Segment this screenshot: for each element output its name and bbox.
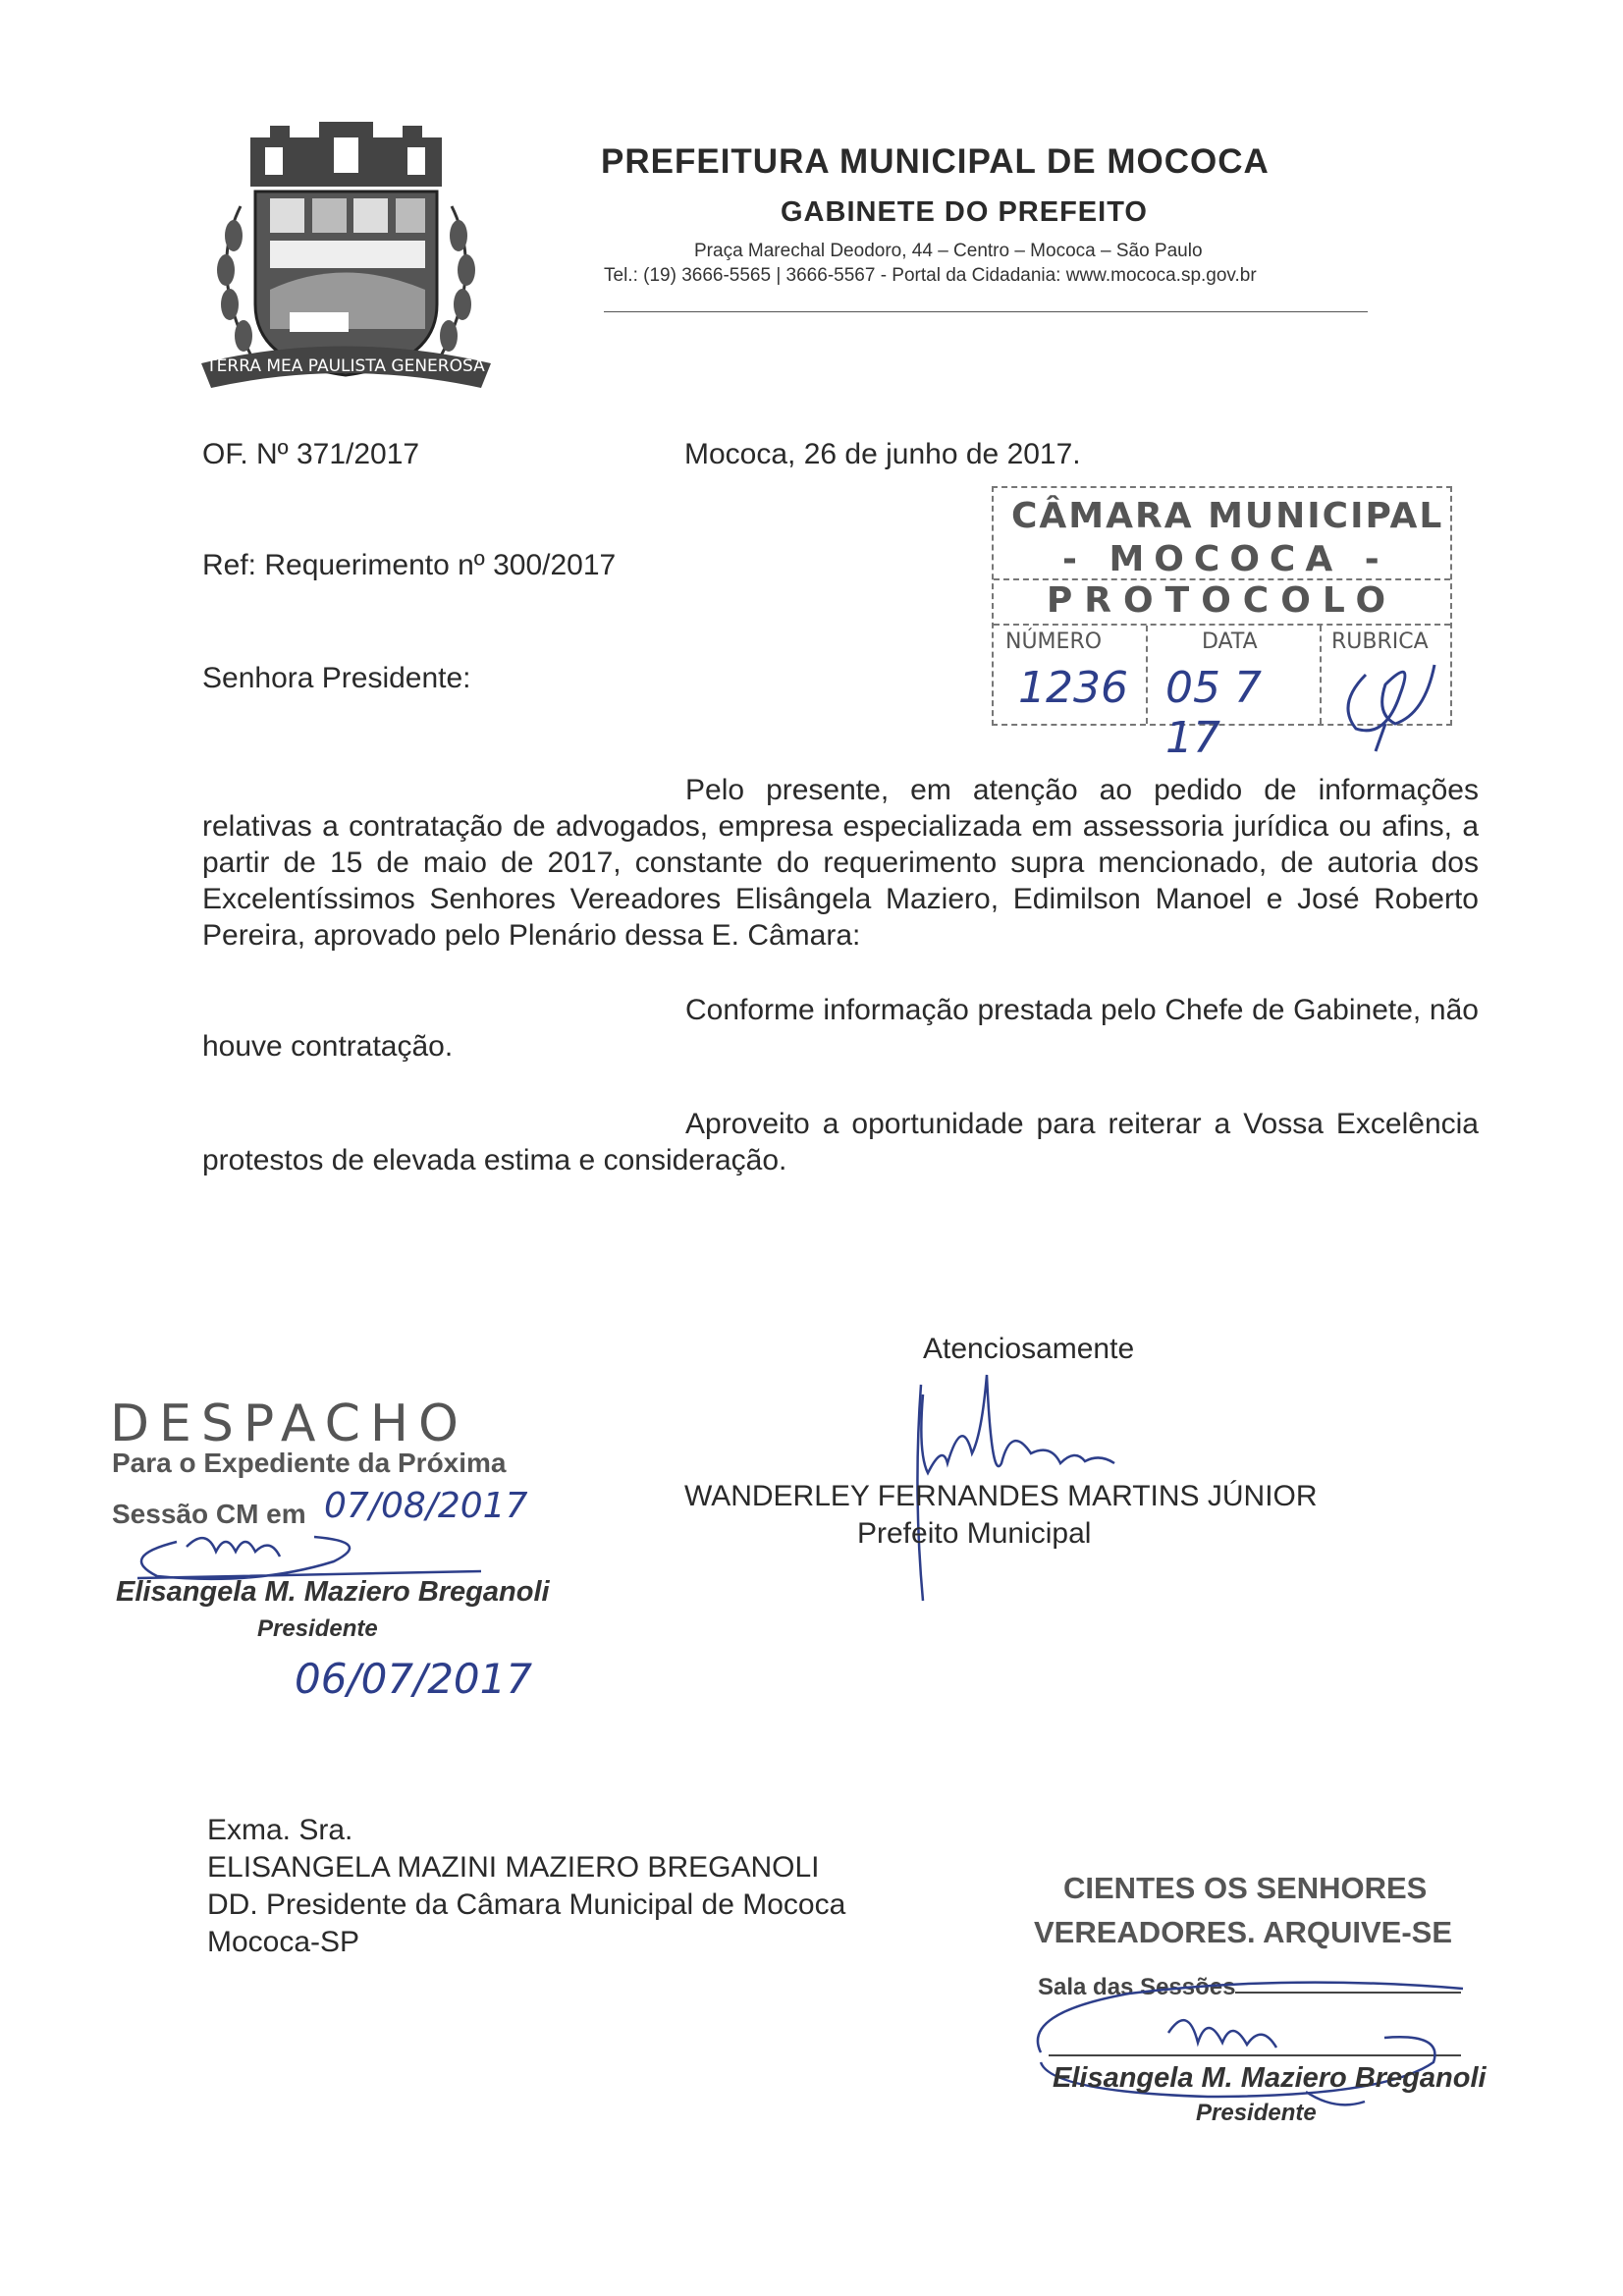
letter-date: Mococa, 26 de junho de 2017. [684, 438, 1081, 470]
cientes-line1: CIENTES OS SENHORES [1063, 1871, 1428, 1905]
addressee-line: Exma. Sra. [207, 1814, 353, 1846]
protocol-number-cell [994, 626, 1148, 724]
addressee-line: Mococa-SP [207, 1926, 360, 1958]
despacho-title: DESPACHO [110, 1394, 468, 1453]
addressee-line: ELISANGELA MAZINI MAZIERO BREGANOLI [207, 1851, 820, 1884]
cientes-signer-role: Presidente [1196, 2100, 1317, 2126]
protocol-stamp [992, 486, 1452, 763]
despacho-line2: Sessão CM em [112, 1499, 306, 1529]
despacho-signer-name: Elisangela M. Maziero Breganoli [116, 1576, 550, 1608]
protocol-rubric-cell [1322, 626, 1450, 724]
cientes-signer-name: Elisangela M. Maziero Breganoli [1053, 2062, 1487, 2094]
signer-name: WANDERLEY FERNANDES MARTINS JÚNIOR [684, 1480, 1318, 1512]
protocol-rubric-label: RUBRICA [1331, 629, 1429, 654]
protocol-number-label: NÚMERO [1005, 629, 1103, 654]
rubric-signature-icon [1326, 645, 1444, 753]
closing: Atenciosamente [923, 1333, 1135, 1365]
paragraph-3: Aproveito a oportunidade para reiterar a Vossa Excelência protestos de elevada estima e consideração. [202, 1108, 1479, 1176]
header-divider [604, 311, 1368, 312]
org-contact: Tel.: (19) 3666-5565 | 3666-5567 - Portal da Cidadania: www.mococa.sp.gov.br [604, 265, 1257, 286]
protocol-line3: PROTOCOLO [994, 578, 1450, 626]
protocol-date-cell [1148, 626, 1322, 763]
despacho-signer-role: Presidente [257, 1615, 378, 1642]
despacho-session-date: 07/08/2017 [324, 1486, 528, 1526]
protocol-line1: CÂMARA MUNICIPAL [1011, 496, 1444, 536]
protocol-line2: - MOCOCA - [1062, 539, 1389, 579]
paragraph-2: Conforme informação prestada pelo Chefe de Gabinete, não houve contratação. [202, 994, 1479, 1063]
org-address: Praça Marechal Deodoro, 44 – Centro – Mococa – São Paulo [694, 241, 1203, 261]
signer-title: Prefeito Municipal [857, 1517, 1092, 1550]
paragraph-1: Pelo presente, em atenção ao pedido de informações relativas a contratação de advogados, empresa especializada em assessoria jurídica ou afins, a partir de 15 de maio de 2017, constante do requerimento supra mencionado, de autoria dos Excelentíssimos Senhores Vereadores Elisângela Maziero, Edimilson Manoel e José Roberto Pereira, aprovado pelo Plenário dessa E. Câmara: [202, 774, 1479, 952]
org-title: PREFEITURA MUNICIPAL DE MOCOCA [601, 142, 1270, 181]
despacho-line1: Para o Expediente da Próxima [112, 1448, 507, 1478]
letter-salutation: Senhora Presidente: [202, 662, 471, 694]
cientes-signature-icon [1011, 1964, 1473, 2121]
protocol-number-value: 1236 [1018, 663, 1128, 713]
letter-number: OF. Nº 371/2017 [202, 438, 420, 470]
cientes-line3: Sala das Sessões [1038, 1974, 1236, 2000]
addressee-block [207, 1812, 845, 1961]
letter-reference: Ref: Requerimento nº 300/2017 [202, 549, 617, 581]
cientes-line2: VEREADORES. ARQUIVE-SE [1034, 1915, 1453, 1949]
addressee-line: DD. Presidente da Câmara Municipal de Mococa [207, 1888, 846, 1921]
despacho-handwritten-date: 06/07/2017 [295, 1655, 533, 1703]
coat-motto: TERRA MEA PAULISTA GENEROSA [206, 356, 485, 376]
protocol-date-label: DATA [1202, 629, 1258, 654]
dept-title: GABINETE DO PREFEITO [781, 196, 1148, 228]
coat-of-arms-emblem [196, 118, 496, 412]
protocol-date-value: 05 7 17 [1165, 663, 1262, 763]
